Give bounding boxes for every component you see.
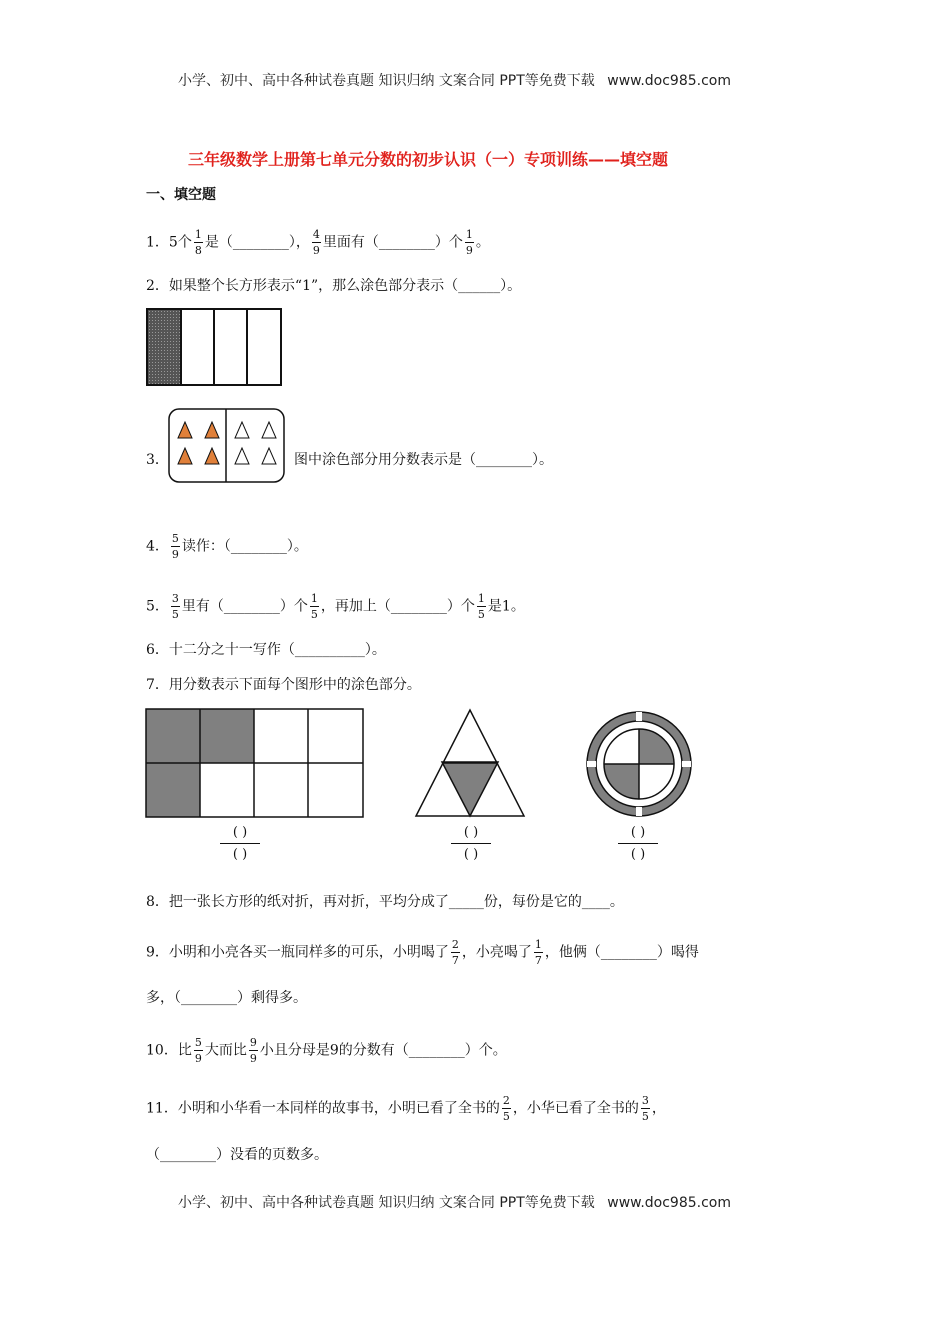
- q-text: ，小亮喝了: [461, 944, 532, 961]
- question-3-text: 图中涂色部分用分数表示是（________）。: [294, 452, 553, 468]
- page-title: 三年级数学上册第七单元分数的初步认识（一）专项训练——填空题: [188, 150, 669, 169]
- fraction: $\frac{2}{5}$: [502, 1094, 510, 1123]
- shaded-part: [147, 309, 181, 385]
- q-text: ，: [651, 1100, 666, 1117]
- q-number: 4．: [146, 538, 169, 555]
- q-text: 。: [475, 234, 490, 251]
- q-number: 11．: [146, 1100, 178, 1117]
- q-text: 比: [177, 1042, 192, 1059]
- fraction: $\frac{2}{7}$: [451, 938, 459, 967]
- question-7: 7．用分数表示下面每个图形中的涂色部分。: [146, 677, 421, 693]
- page-footer: [178, 1192, 731, 1212]
- question-3-number: 3．: [146, 452, 169, 468]
- q3-triangles-figure: [168, 408, 286, 484]
- q7-triangle-figure: [414, 708, 528, 820]
- fraction: $\frac{5}{9}$: [194, 1036, 202, 1065]
- q-number: 5．: [146, 598, 169, 615]
- question-5: [146, 592, 525, 621]
- answer-fraction-2[interactable]: ( ) ( ): [451, 825, 491, 862]
- fraction: $\frac{1}{7}$: [534, 938, 542, 967]
- q-text: 小明和小华看一本同样的故事书，小明已看了全书的: [177, 1100, 500, 1117]
- footer-text: 小学、初中、高中各种试卷真题 知识归纳 文案合同 PPT等免费下载: [178, 1195, 595, 1211]
- q-text: 读作：（________）。: [181, 538, 308, 555]
- question-4: [146, 532, 308, 561]
- q-text: ，他俩（________）喝得: [544, 944, 699, 961]
- question-11-line2: （________）没看的页数多。: [146, 1147, 328, 1163]
- question-11: [146, 1094, 666, 1123]
- fraction: $\frac{4}{9}$: [312, 228, 320, 257]
- q-text: 大而比: [204, 1042, 247, 1059]
- fraction: $\frac{1}{5}$: [310, 592, 318, 621]
- answer-fraction-1[interactable]: ( ) ( ): [220, 825, 260, 862]
- question-10: [146, 1036, 507, 1065]
- question-9-line2: 多，（________）剩得多。: [146, 990, 307, 1006]
- q7-circle-figure: [584, 708, 694, 820]
- header-text: 小学、初中、高中各种试卷真题 知识归纳 文案合同 PPT等免费下载: [178, 73, 595, 89]
- q-text: ，再加上（________）个: [320, 598, 475, 615]
- q-text: 是（________），: [204, 234, 310, 251]
- q7-rectangle-grid: [145, 708, 365, 820]
- fraction: $\frac{1}{8}$: [194, 228, 202, 257]
- q-text: 小明和小亮各买一瓶同样多的可乐，小明喝了: [168, 944, 449, 961]
- q2-rectangle-figure: [146, 308, 282, 388]
- q-number: 10．: [146, 1042, 178, 1059]
- footer-url[interactable]: www.doc985.com: [607, 1195, 731, 1211]
- question-2: 2．如果整个长方形表示“1”，那么涂色部分表示（______）。: [146, 278, 522, 294]
- q-text: 里面有（________）个: [322, 234, 463, 251]
- q-text: ，小华已看了全书的: [512, 1100, 639, 1117]
- q-text: 小且分母是9的分数有（________）个。: [259, 1042, 507, 1059]
- question-1: [146, 228, 490, 257]
- q-number: 9．: [146, 944, 169, 961]
- question-9: [146, 938, 699, 967]
- q-number: 1．: [146, 234, 169, 251]
- section-heading: 一、填空题: [146, 187, 216, 203]
- answer-fraction-3[interactable]: ( ) ( ): [618, 825, 658, 862]
- fraction: $\frac{3}{5}$: [641, 1094, 649, 1123]
- q-text: 是1。: [487, 598, 525, 615]
- page-header: [178, 70, 731, 90]
- q-text: 5个: [168, 234, 192, 251]
- header-url[interactable]: www.doc985.com: [607, 73, 731, 89]
- fraction: $\frac{5}{9}$: [171, 532, 179, 561]
- question-6: 6．十二分之十一写作（__________）。: [146, 642, 386, 658]
- fraction: $\frac{1}{5}$: [477, 592, 485, 621]
- fraction: $\frac{3}{5}$: [171, 592, 179, 621]
- fraction: $\frac{9}{9}$: [249, 1036, 257, 1065]
- question-8: 8．把一张长方形的纸对折，再对折，平均分成了_____份，每份是它的____。: [146, 894, 624, 910]
- q-text: 里有（________）个: [181, 598, 308, 615]
- fraction: $\frac{1}{9}$: [465, 228, 473, 257]
